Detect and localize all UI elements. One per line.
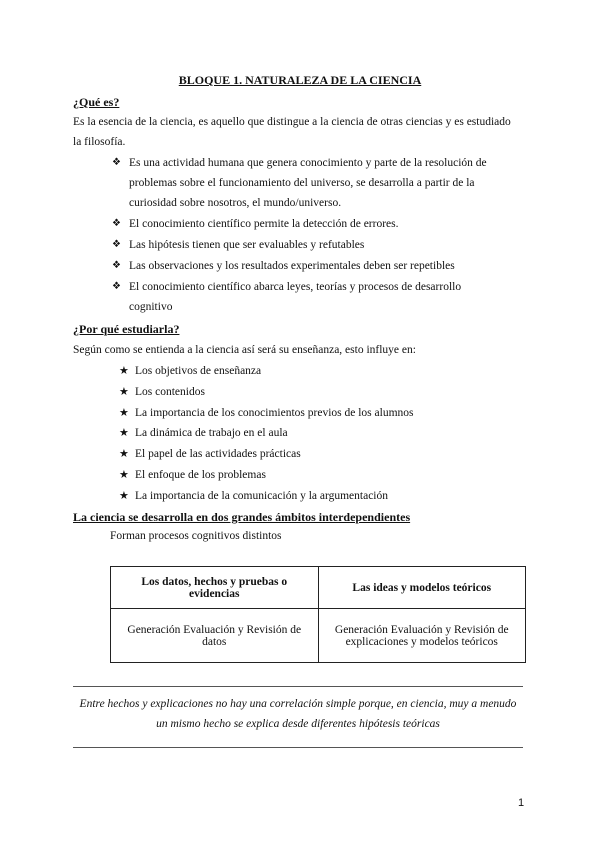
list-item-text: La importancia de la comunicación y la argumentación	[135, 489, 389, 502]
list-item	[119, 403, 479, 423]
diamond-bullet-list	[112, 153, 497, 318]
star-bullet-list	[119, 361, 479, 507]
diamond-bullet-icon: ❖	[112, 239, 121, 250]
list-item-text: Las observaciones y los resultados experimentales deben ser repetibles	[129, 260, 455, 272]
list-item	[112, 277, 497, 317]
comparison-table	[110, 566, 526, 663]
section-heading-ambitos: La ciencia se desarrolla en dos grandes ámbitos interdependientes	[73, 510, 411, 524]
list-item-text: Las hipótesis tienen que ser evaluables y refutables	[129, 239, 365, 251]
list-item-text: El papel de las actividades prácticas	[135, 448, 301, 461]
section-heading-por-que: ¿Por qué estudiarla?	[73, 322, 180, 336]
list-item	[119, 423, 479, 443]
table-header-cell: Los datos, hechos y pruebas o evidencias	[111, 567, 319, 609]
table-cell: Generación Evaluación y Revisión de datos	[111, 609, 319, 663]
list-item-text: La importancia de los conocimientos previos de los alumnos	[135, 406, 414, 419]
section-intro-ambitos: Forman procesos cognitivos distintos	[110, 530, 282, 542]
table-header-row	[111, 567, 526, 609]
star-bullet-icon: ★	[119, 468, 129, 481]
diamond-bullet-icon: ❖	[112, 218, 121, 229]
list-item	[112, 153, 497, 213]
divider-top	[73, 686, 523, 687]
list-item	[119, 382, 479, 402]
list-item-text: Es una actividad humana que genera conocimiento y parte de la resolución de problemas sobre el funcionamiento del universo, se desarrolla a partir de la curiosidad sobre nosotros, el mundo/universo.	[129, 157, 487, 209]
star-bullet-icon: ★	[119, 448, 129, 461]
list-item-text: El conocimiento científico abarca leyes, teorías y procesos de desarrollo cognitivo	[129, 281, 462, 313]
star-bullet-icon: ★	[119, 385, 129, 398]
star-bullet-icon: ★	[119, 489, 129, 502]
section-intro-por-que: Según como se entienda a la ciencia así será su enseñanza, esto influye en:	[73, 344, 416, 356]
list-item	[112, 235, 497, 255]
page-title: BLOQUE 1. NATURALEZA DE LA CIENCIA	[178, 73, 422, 87]
list-item-text: La dinámica de trabajo en el aula	[135, 427, 288, 440]
list-item	[119, 486, 479, 506]
list-item	[112, 214, 497, 234]
list-item	[119, 465, 479, 485]
table-header-cell: Las ideas y modelos teóricos	[318, 567, 526, 609]
divider-bottom	[73, 747, 523, 748]
list-item-text: Los contenidos	[135, 385, 205, 398]
section-intro-que-es: Es la esencia de la ciencia, es aquello que distingue a la ciencia de otras ciencias y es estudiado la filosofía.	[73, 116, 511, 148]
diamond-bullet-icon: ❖	[112, 260, 121, 271]
section-heading-que-es: ¿Qué es?	[73, 95, 120, 109]
table-cell: Generación Evaluación y Revisión de explicaciones y modelos teóricos	[318, 609, 526, 663]
list-item	[119, 361, 479, 381]
star-bullet-icon: ★	[119, 406, 129, 419]
list-item-text: El conocimiento científico permite la detección de errores.	[129, 218, 399, 230]
quote-text: Entre hechos y explicaciones no hay una correlación simple porque, en ciencia, muy a menudo un mismo hecho se explica desde diferentes hipótesis teóricas	[79, 698, 517, 730]
list-item-text: Los objetivos de enseñanza	[135, 365, 262, 377]
star-bullet-icon: ★	[119, 427, 129, 440]
page-number: 1	[518, 797, 525, 809]
diamond-bullet-icon: ❖	[112, 281, 121, 292]
list-item	[112, 256, 497, 276]
table-row	[111, 609, 526, 663]
list-item-text: El enfoque de los problemas	[135, 468, 266, 481]
list-item	[119, 444, 479, 464]
diamond-bullet-icon: ❖	[112, 157, 121, 168]
star-bullet-icon: ★	[119, 365, 129, 377]
